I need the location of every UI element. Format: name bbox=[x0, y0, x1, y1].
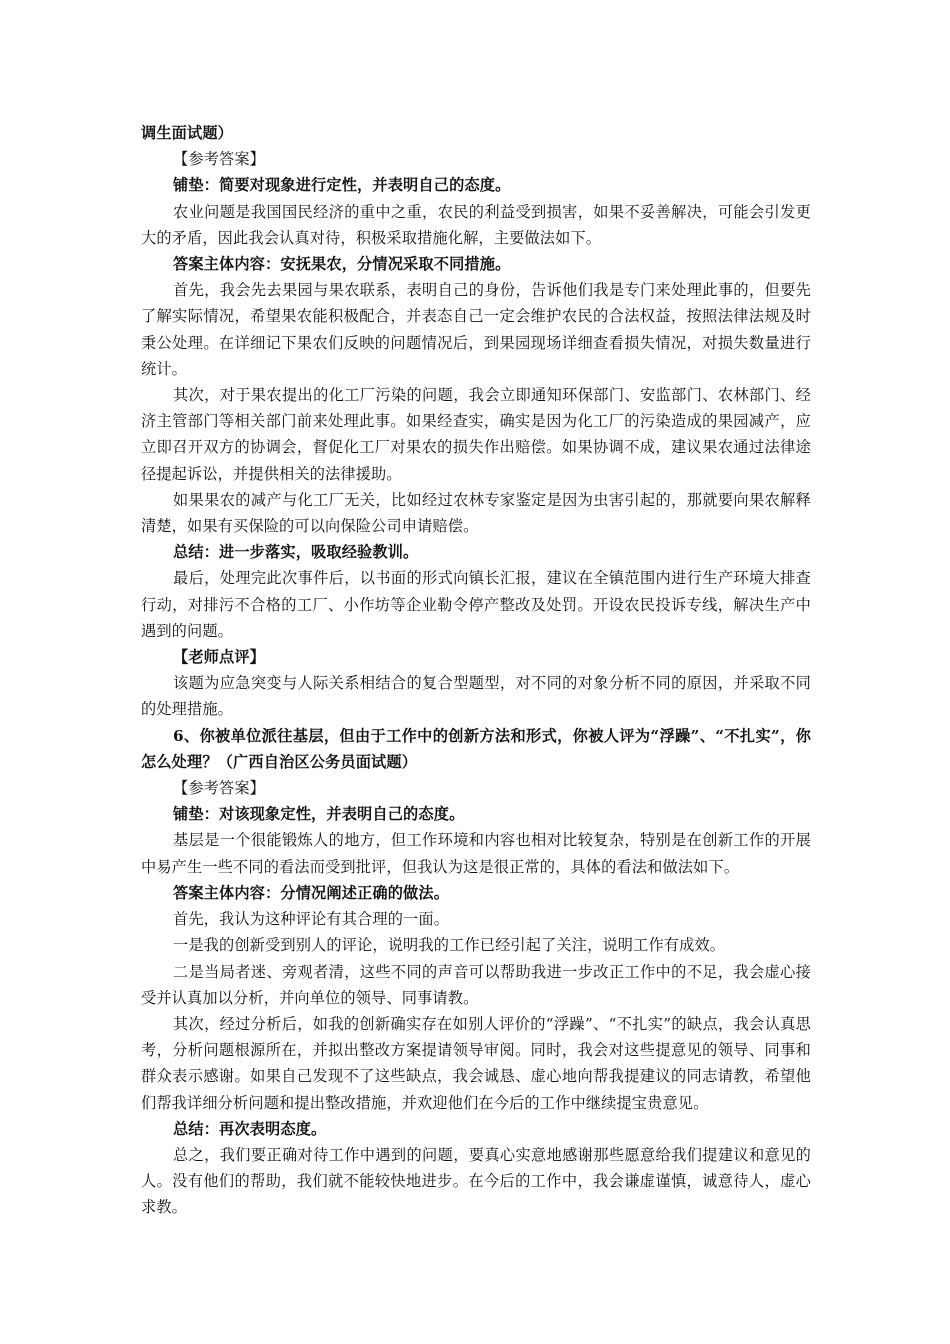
paragraph-point-two: 二是当局者迷、旁观者清，这些不同的声音可以帮助我进一步改正工作中的不足，我会虚心接受并认真加以分析，并向单位的领导、同事请教。 bbox=[141, 962, 811, 1007]
summary-heading-2: 总结：再次表明态度。 bbox=[173, 1119, 327, 1138]
intro-heading: 铺垫：简要对现象进行定性，并表明自己的态度。 bbox=[173, 176, 511, 195]
paragraph-final-step: 最后，处理完此次事件后，以书面的形式向镇长汇报，建议在全镇范围内进行生产环境大排查行动，对排污不合格的工厂、小作坊等企业勒令停产整改及处罚。开设农民投诉专线，解决生产中遇到的问题。 bbox=[141, 569, 811, 640]
intro-heading-2: 铺垫：对该现象定性，并表明自己的态度。 bbox=[173, 805, 465, 824]
question-title-tail: 调生面试题） bbox=[141, 124, 234, 142]
paragraph-point-one: 一是我的创新受到别人的评论，说明我的工作已经引起了关注，说明工作有成效。 bbox=[173, 936, 726, 955]
main-content-heading-2: 答案主体内容：分情况阐述正确的做法。 bbox=[173, 883, 450, 902]
teacher-comment-heading: 【老师点评】 bbox=[173, 648, 266, 667]
paragraph-first-step: 首先，我会先去果园与果农联系，表明自己的身份，告诉他们我是专门来处理此事的，但要先了解实际情况，希望果农能积极配合，并表态自己一定会维护农民的合法权益，按照法律法规及时秉公处理。在详细记下果农们反映的问题情况后，到果园现场详细查看损失情况，对损失数量进行统计。 bbox=[141, 281, 811, 378]
summary-paragraph-2: 总之，我们要正确对待工作中遇到的问题，要真心实意地感谢那些愿意给我们提建议和意见的人。没有他们的帮助，我们就不能较快地进步。在今后的工作中，我会谦虚谨慎，诚意待人，虚心求教。 bbox=[141, 1145, 811, 1217]
paragraph-first-point: 首先，我认为这种评论有其合理的一面。 bbox=[173, 910, 450, 929]
reference-answer-heading: 【参考答案】 bbox=[173, 150, 266, 169]
reference-answer-heading-2: 【参考答案】 bbox=[173, 779, 266, 798]
paragraph-alternative-case: 如果果农的减产与化工厂无关，比如经过农林专家鉴定是因为虫害引起的，那就要向果农解释清楚，如果有买保险的可以向保险公司申请赔偿。 bbox=[141, 490, 811, 536]
document-page bbox=[141, 120, 811, 1221]
paragraph-second-point: 其次，经过分析后，如我的创新确实存在如别人评价的“浮躁”、“不扎实”的缺点，我会认真思考，分析问题根源所在，并拟出整改方案提请领导审阅。同时，我会对这些提意见的领导、同事和群众表示感谢。如果自己发现不了这些缺点，我会诚恳、虚心地向帮我提建议的同志请教，希望他们帮我详细分析问题和提出整改措施，并欢迎他们在今后的工作中继续提宝贵意见。 bbox=[141, 1014, 811, 1112]
paragraph-second-step: 其次，对于果农提出的化工厂污染的问题，我会立即通知环保部门、安监部门、农林部门、经济主管部门等相关部门前来处理此事。如果经查实，确实是因为化工厂的污染造成的果园减产，应立即召开双方的协调会，督促化工厂对果农的损失作出赔偿。如果协调不成，建议果农通过法律途径提起诉讼，并提供相关的法律援助。 bbox=[141, 386, 811, 483]
teacher-comment-paragraph: 该题为应急突变与人际关系相结合的复合型题型，对不同的对象分析不同的原因，并采取不同的处理措施。 bbox=[141, 674, 811, 719]
summary-heading: 总结：进一步落实，吸取经验教训。 bbox=[173, 543, 419, 562]
intro-paragraph-2: 基层是一个很能锻炼人的地方，但工作环境和内容也相对比较复杂，特别是在创新工作的开展中易产生一些不同的看法而受到批评，但我认为这是很正常的，具体的看法和做法如下。 bbox=[141, 831, 811, 876]
main-content-heading: 答案主体内容：安抚果农，分情况采取不同措施。 bbox=[173, 255, 511, 274]
question-6: 6、你被单位派往基层，但由于工作中的创新方法和形式，你被人评为“浮躁”、“不扎实”，你怎么处理？（广西自治区公务员面试题） bbox=[141, 726, 811, 771]
intro-paragraph: 农业问题是我国国民经济的重中之重，农民的利益受到损害，如果不妥善解决，可能会引发更大的矛盾，因此我会认真对待，积极采取措施化解，主要做法如下。 bbox=[141, 202, 811, 247]
